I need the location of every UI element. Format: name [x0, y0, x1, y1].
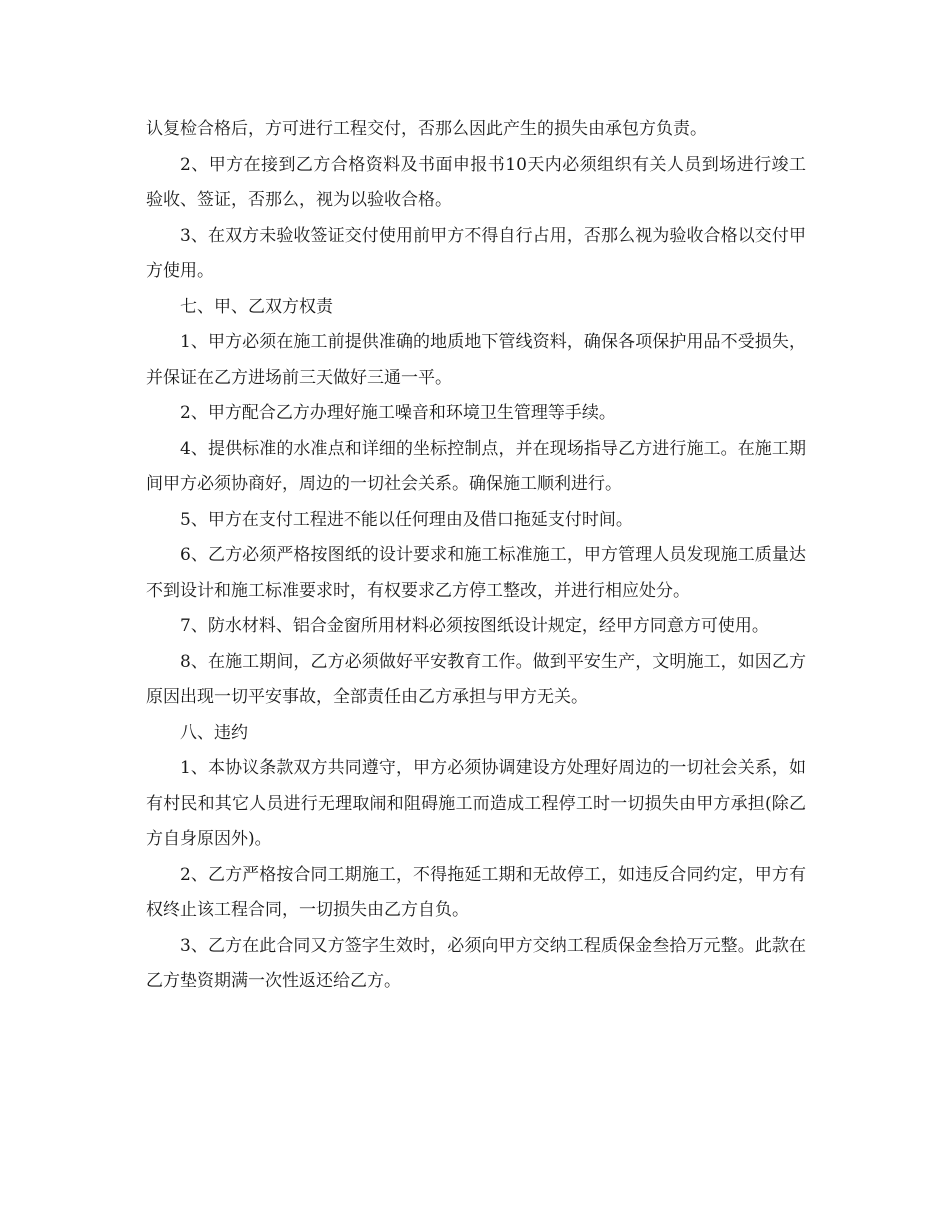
- paragraph-rights-8: 8、在施工期间，乙方必须做好平安教育工作。做到平安生产，文明施工，如因乙方原因出现一切平安事故，全部责任由乙方承担与甲方无关。: [146, 651, 806, 707]
- paragraph-clause-3: 3、在双方未验收签证交付使用前甲方不得自行占用，否那么视为验收合格以交付甲方使用。: [146, 225, 806, 281]
- paragraph-rights-1: 1、甲方必须在施工前提供准确的地质地下管线资料，确保各项保护用品不受损失，并保证在乙方进场前三天做好三通一平。: [146, 332, 806, 388]
- paragraph-rights-7: 7、防水材料、铝合金窗所用材料必须按图纸设计规定，经甲方同意方可使用。: [180, 616, 769, 636]
- section-heading-rights: 七、甲、乙双方权责: [180, 296, 333, 317]
- document-body: [146, 112, 806, 1000]
- section-heading-breach: 八、违约: [180, 722, 248, 743]
- paragraph-continuation: 认复检合格后，方可进行工程交付，否那么因此产生的损失由承包方负责。: [146, 119, 707, 139]
- paragraph-breach-2: 2、乙方严格按合同工期施工，不得拖延工期和无故停工，如违反合同约定，甲方有权终止该工程合同，一切损失由乙方自负。: [146, 864, 806, 920]
- paragraph-breach-3: 3、乙方在此合同又方签字生效时，必须向甲方交纳工程质保金叁拾万元整。此款在乙方垫资期满一次性返还给乙方。: [146, 935, 806, 991]
- paragraph-rights-4: 4、提供标准的水准点和详细的坐标控制点，并在现场指导乙方进行施工。在施工期间甲方必须协商好，周边的一切社会关系。确保施工顺利进行。: [146, 438, 806, 494]
- paragraph-clause-2: 2、甲方在接到乙方合格资料及书面申报书10天内必须组织有关人员到场进行竣工验收、签证，否那么，视为以验收合格。: [146, 154, 806, 210]
- paragraph-rights-5: 5、甲方在支付工程进不能以任何理由及借口拖延支付时间。: [180, 509, 633, 530]
- paragraph-rights-2: 2、甲方配合乙方办理好施工噪音和环境卫生管理等手续。: [180, 403, 616, 423]
- paragraph-breach-1: 1、本协议条款双方共同遵守，甲方必须协调建设方处理好周边的一切社会关系，如有村民和其它人员进行无理取闹和阻碍施工而造成工程停工时一切损失由甲方承担(除乙方自身原因外)。: [146, 758, 806, 849]
- paragraph-rights-6: 6、乙方必须严格按图纸的设计要求和施工标准施工，甲方管理人员发现施工质量达不到设计和施工标准要求时，有权要求乙方停工整改，并进行相应处分。: [146, 545, 806, 601]
